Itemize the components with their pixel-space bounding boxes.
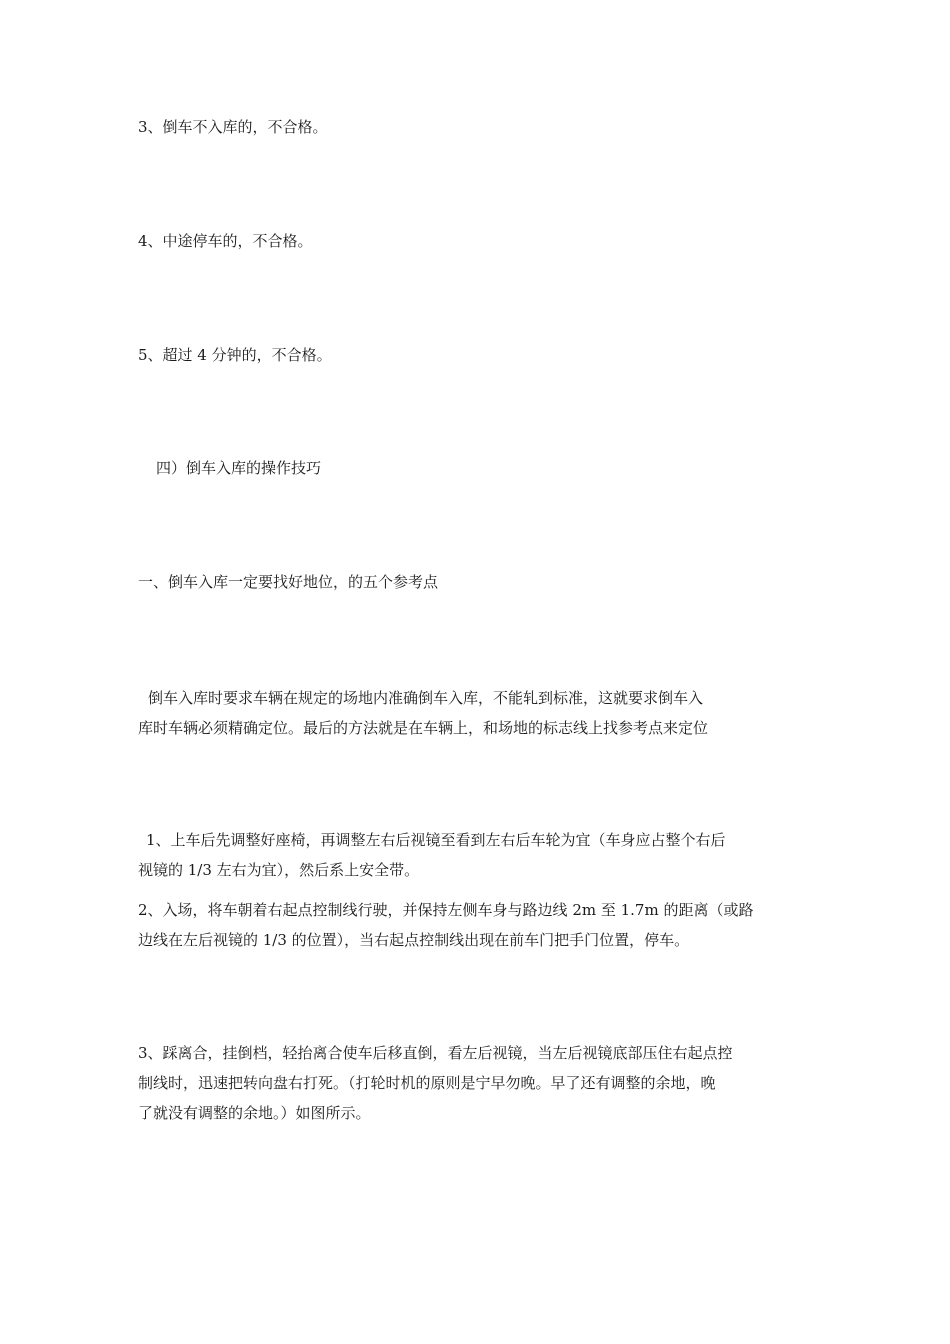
step-2-line-1: 2、入场，将车朝着右起点控制线行驶，并保持左侧车身与路边线 2m 至 1.7m 的距离（或路 — [138, 901, 754, 919]
rule-item-4: 4、中途停车的，不合格。 — [138, 232, 313, 250]
step-2-line-2: 边线在左后视镜的 1/3 的位置），当右起点控制线出现在前车门把手门位置，停车。 — [138, 931, 690, 949]
step-3-paragraph — [138, 1038, 818, 1128]
intro-line-1: 倒车入库时要求车辆在规定的场地内准确倒车入库，不能轧到标准，这就要求倒车入 — [148, 689, 704, 707]
step-3-line-2: 制线时，迅速把转向盘右打死。（打轮时机的原则是宁早勿晚。早了还有调整的余地，晚 — [138, 1074, 716, 1092]
step-1-paragraph — [138, 825, 818, 885]
step-2-paragraph — [138, 895, 818, 955]
subheading: 一、倒车入库一定要找好地位，的五个参考点 — [138, 573, 439, 591]
rule-item-3: 3、倒车不入库的，不合格。 — [138, 118, 328, 136]
step-1-line-2: 视镜的 1/3 左右为宜），然后系上安全带。 — [138, 861, 420, 879]
step-3-line-3: 了就没有调整的余地。）如图所示。 — [138, 1104, 371, 1122]
intro-line-2: 库时车辆必须精确定位。最后的方法就是在车辆上，和场地的标志线上找参考点来定位 — [138, 719, 709, 737]
rule-item-5: 5、超过 4 分钟的，不合格。 — [138, 346, 332, 364]
intro-paragraph — [138, 683, 818, 743]
step-1-line-1: 1、上车后先调整好座椅，再调整左右后视镜至看到左右后车轮为宜（车身应占整个右后 — [146, 831, 726, 849]
step-3-line-1: 3、踩离合，挂倒档，轻抬离合使车后移直倒，看左后视镜，当左后视镜底部压住右起点控 — [138, 1044, 733, 1062]
section-heading: 四）倒车入库的操作技巧 — [156, 459, 322, 477]
